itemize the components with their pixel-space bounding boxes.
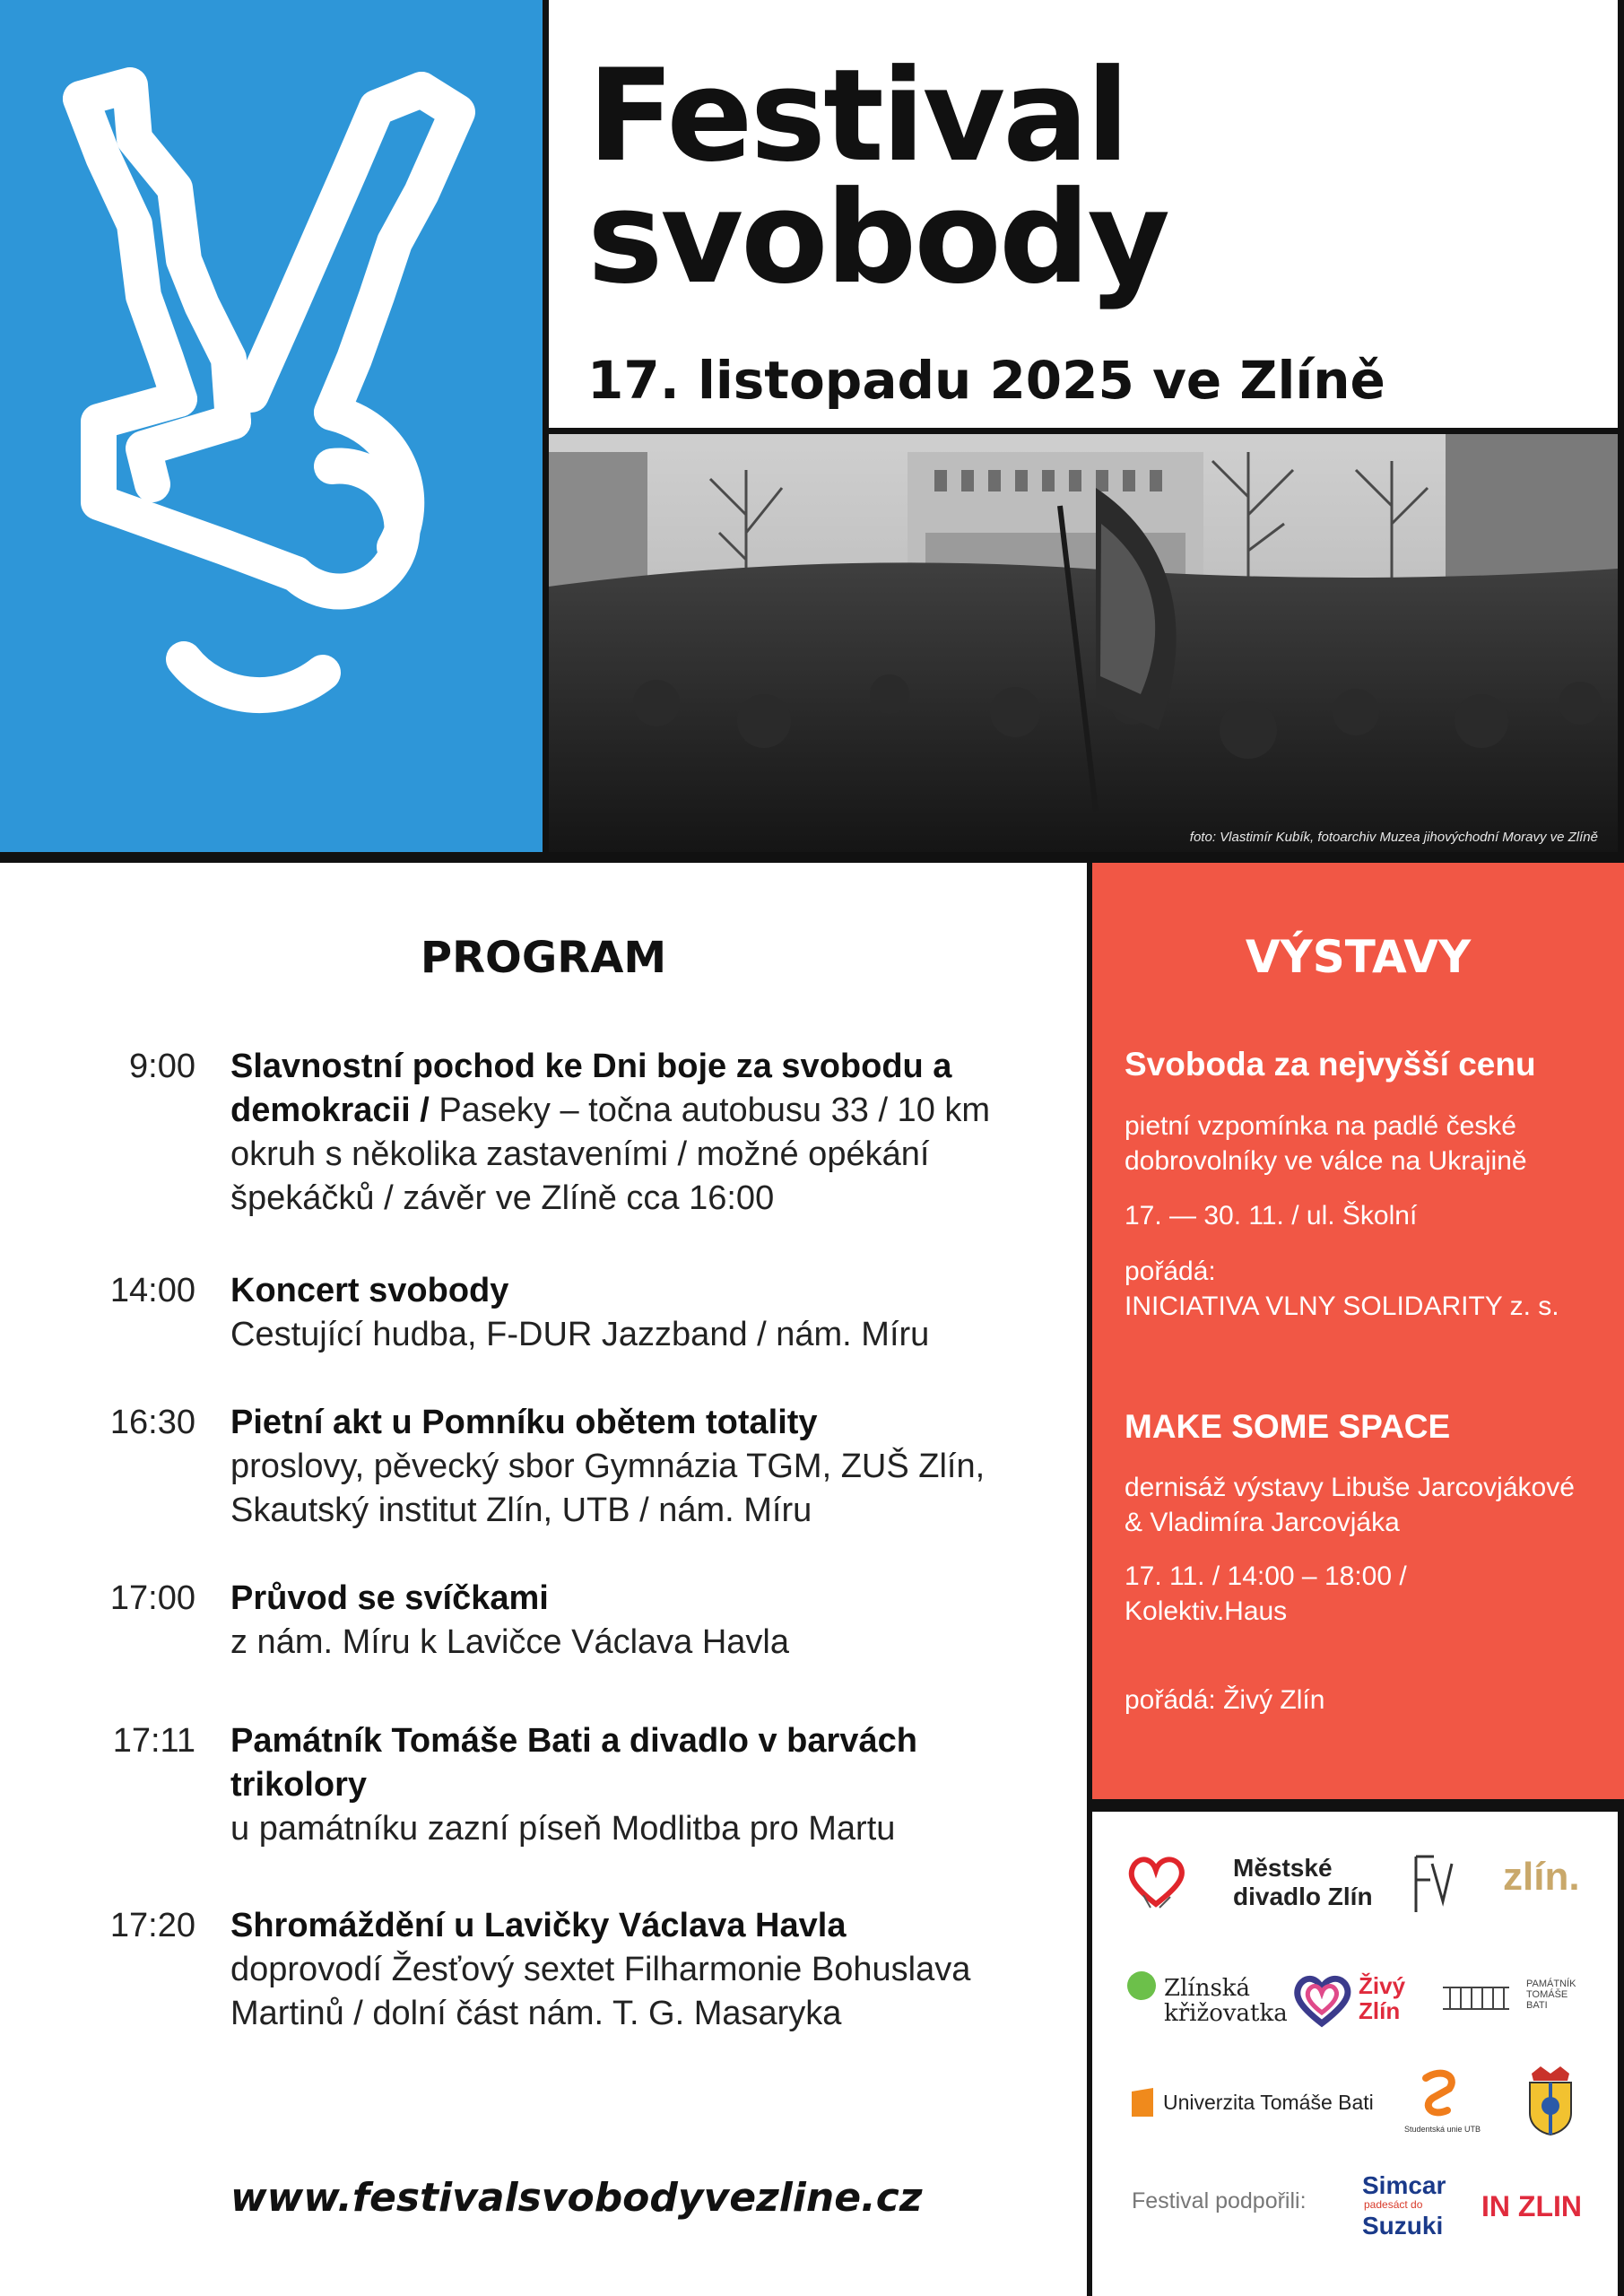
historic-crowd-photo bbox=[549, 434, 1618, 852]
program-text bbox=[230, 1577, 1038, 1665]
program-detail: Paseky – točna autobusu 33 / 10 km okruh s několika zastaveními / možné opékání špekáčků / závěr ve Zlíně cca 16:00 bbox=[230, 1091, 991, 1217]
exhibition-description: pietní vzpomínka na padlé české dobrovolníky ve válce na Ukrajině bbox=[1125, 1111, 1527, 1176]
program-detail: proslovy, pěvecký sbor Gymnázia TGM, ZUŠ Zlín, Skautský institut Zlín, UTB / nám. Míru bbox=[230, 1448, 986, 1529]
program-title: Památník Tomáše Bati a divadlo v barvách trikolory bbox=[230, 1722, 917, 1804]
supported-by-label: Festival podpořili: bbox=[1132, 2188, 1307, 2213]
mestske-divadlo-logo: Městské divadlo Zlín bbox=[1233, 1854, 1373, 1910]
program-text bbox=[230, 1719, 966, 1851]
program-title: Shromáždění u Lavičky Václava Havla bbox=[230, 1907, 847, 1944]
filharmonie-logo-icon bbox=[1403, 1848, 1457, 1919]
exhibition-title: Svoboda za nejvyšší cenu bbox=[1125, 1046, 1536, 1083]
pamatnik-logo-icon bbox=[1441, 1984, 1511, 2013]
utb-logo: Univerzita Tomáše Bati bbox=[1163, 2091, 1374, 2114]
zlinska-krizovatka-logo: Zlínská křižovatka bbox=[1164, 1975, 1288, 2027]
exhibition-date-place: 17. 11. / 14:00 – 18:00 / Kolektiv.Haus bbox=[1125, 1561, 1407, 1626]
program-heading: PROGRAM bbox=[420, 933, 667, 983]
program-text bbox=[230, 1904, 1038, 2036]
program-detail: Cestující hudba, F-DUR Jazzband / nám. Míru bbox=[230, 1316, 930, 1353]
program-text bbox=[230, 1269, 1038, 1357]
frame-line bbox=[0, 852, 1624, 863]
zivy-zlin-heart-icon bbox=[1290, 1971, 1354, 2029]
program-time: 14:00 bbox=[109, 1272, 195, 1309]
program-title: Průvod se svíčkami bbox=[230, 1579, 549, 1617]
frame-line bbox=[1092, 1799, 1624, 1812]
victory-hand-logo-icon bbox=[0, 0, 543, 854]
program-time: 17:00 bbox=[109, 1579, 195, 1617]
event-date: 17. listopadu 2025 ve Zlíně bbox=[587, 350, 1385, 411]
simcar-tagline: padesáct do bbox=[1364, 2198, 1423, 2211]
exhibition-organizer: INICIATIVA VLNY SOLIDARITY z. s. bbox=[1125, 1292, 1559, 1321]
simcar-logo: Simcar bbox=[1362, 2171, 1446, 2199]
exhibition-organizer-label: pořádá: bbox=[1125, 1257, 1216, 1286]
program-time: 17:20 bbox=[109, 1907, 195, 1944]
exhibitions-panel bbox=[1092, 863, 1624, 1799]
in-zlin-logo: IN ZLIN bbox=[1481, 2190, 1582, 2222]
program-time: 16:30 bbox=[109, 1404, 195, 1441]
festival-logo-panel bbox=[0, 0, 543, 854]
exhibition-organizer: pořádá: Živý Zlín bbox=[1125, 1685, 1325, 1715]
program-detail: u památníku zazní píseň Modlitba pro Martu bbox=[230, 1810, 896, 1848]
suzuki-logo: Suzuki bbox=[1362, 2212, 1444, 2239]
utb-logo-icon bbox=[1130, 2086, 1155, 2118]
program-title: Pietní akt u Pomníku obětem totality bbox=[230, 1404, 818, 1441]
zlin-logo: zlín. bbox=[1503, 1855, 1580, 1899]
program-text bbox=[230, 1401, 1020, 1533]
program-time: 17:11 bbox=[112, 1722, 195, 1760]
website-link[interactable]: www.festivalsvobodyvezline.cz bbox=[230, 2175, 923, 2221]
program-text bbox=[230, 1045, 1038, 1221]
exhibition-date-place: 17. — 30. 11. / ul. Školní bbox=[1125, 1201, 1418, 1231]
exhibition-title: MAKE SOME SPACE bbox=[1125, 1408, 1451, 1445]
exhibition-description: dernisáž výstavy Libuše Jarcovjákové & Vladimíra Jarcovjáka bbox=[1125, 1473, 1575, 1537]
krizovatka-logo-icon bbox=[1125, 1970, 1158, 2002]
program-title: Koncert svobody bbox=[230, 1272, 509, 1309]
program-detail: doprovodí Žesťový sextet Filharmonie Bohuslava Martinů / dolní část nám. T. G. Masaryka bbox=[230, 1951, 971, 2032]
photo-credit: foto: Vlastimír Kubík, fotoarchiv Muzea jihovýchodní Moravy ve Zlíně bbox=[1189, 830, 1598, 845]
poster-title: Festival svobody bbox=[587, 42, 1168, 312]
studentska-unie-label: Studentská unie UTB bbox=[1404, 2125, 1481, 2134]
program-detail: z nám. Míru k Lavičce Václava Havla bbox=[230, 1623, 790, 1661]
program-time: 9:00 bbox=[129, 1048, 195, 1085]
program-title: Slavnostní pochod ke Dni boje za svobodu a demokracii / bbox=[230, 1048, 952, 1129]
frame-line bbox=[543, 428, 1624, 434]
heart-logo-icon bbox=[1124, 1850, 1188, 1913]
pamatnik-logo: PAMÁTNÍK TOMÁŠE BATI bbox=[1526, 1979, 1576, 2011]
crowd-photo-image bbox=[549, 434, 1618, 852]
zlin-coat-of-arms-icon bbox=[1524, 2063, 1576, 2136]
studentska-unie-logo-icon bbox=[1406, 2067, 1472, 2123]
zivy-zlin-logo: Živý Zlín bbox=[1359, 1972, 1406, 2024]
exhibitions-heading: VÝSTAVY bbox=[1245, 931, 1472, 983]
